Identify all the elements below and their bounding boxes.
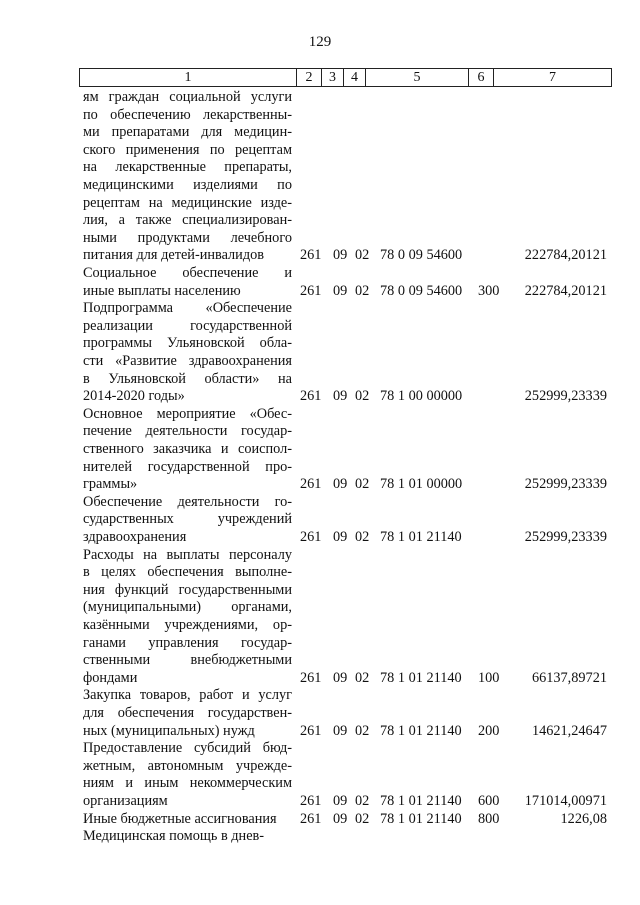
col-2-value: 261 <box>300 282 322 299</box>
description-line: Подпрограмма «Обеспечение <box>83 300 292 317</box>
description-line: на лекарственные препараты, <box>83 159 292 176</box>
col-2-value: 261 <box>300 388 322 405</box>
description-line: Медицинская помощь в днев- <box>83 828 265 845</box>
table-row <box>0 300 640 406</box>
table-row <box>0 494 640 547</box>
col-3-value: 09 <box>333 388 348 405</box>
col-7-value: 252999,23339 <box>524 528 607 545</box>
col-4-value: 02 <box>355 528 370 545</box>
col-2-value: 261 <box>300 528 322 545</box>
description-line: 2014-2020 годы» <box>83 388 185 405</box>
col-3-value: 09 <box>333 722 348 739</box>
description-line: здравоохранения <box>83 528 187 545</box>
col-5-value: 78 1 01 21140 <box>380 669 462 686</box>
col-5-value: 78 1 01 21140 <box>380 722 462 739</box>
description-line: Закупка товаров, работ и услуг <box>83 687 292 704</box>
col-5-value: 78 0 09 54600 <box>380 247 463 264</box>
description-line: питания для детей-инвалидов <box>83 247 265 264</box>
table-row <box>0 811 640 829</box>
description-line: граммы» <box>83 476 138 493</box>
col-4-value: 02 <box>355 792 370 809</box>
row-description <box>83 265 292 300</box>
table-row <box>0 828 640 846</box>
description-line: фондами <box>83 669 138 686</box>
description-line: (муниципальными) органами, <box>83 599 292 616</box>
col-4-value: 02 <box>355 388 370 405</box>
description-line: печение деятельности государ- <box>83 423 292 440</box>
col-6-value: 800 <box>478 810 500 827</box>
col-4-value: 02 <box>355 722 370 739</box>
row-description <box>83 828 292 846</box>
col-3-value: 09 <box>333 476 348 493</box>
header-col-5: 5 <box>366 69 469 86</box>
header-col-6: 6 <box>469 69 494 86</box>
col-7-value: 222784,20121 <box>524 282 607 299</box>
description-line: для обеспечения государствен- <box>83 704 292 721</box>
description-line: казёнными учреждениями, ор- <box>83 616 292 633</box>
row-description <box>83 547 292 688</box>
col-2-value: 261 <box>300 476 322 493</box>
table-row <box>0 406 640 494</box>
description-line: ственного заказчика и соиспол- <box>83 440 292 457</box>
col-4-value: 02 <box>355 810 370 827</box>
description-line: в целях обеспечения выполне- <box>83 564 292 581</box>
description-line: ственными внебюджетными <box>83 652 292 669</box>
description-line: жетным, автономным учрежде- <box>83 757 292 774</box>
description-line: ми препаратами для медицин- <box>83 124 292 141</box>
header-col-3: 3 <box>322 69 344 86</box>
col-2-value: 261 <box>300 810 322 827</box>
col-7-value: 66137,89721 <box>531 669 607 686</box>
col-4-value: 02 <box>355 247 370 264</box>
row-description <box>83 406 292 494</box>
description-line: ского применения по рецептам <box>83 141 292 158</box>
description-line: сударственных учреждений <box>83 511 292 528</box>
col-5-value: 78 1 01 21140 <box>380 810 462 827</box>
description-line: ям граждан социальной услуги <box>83 89 292 105</box>
row-description <box>83 89 292 265</box>
col-7-value: 252999,23339 <box>524 388 607 405</box>
col-5-value: 78 1 01 21140 <box>380 792 462 809</box>
description-line: Расходы на выплаты персоналу <box>83 546 292 563</box>
col-6-value: 100 <box>478 669 500 686</box>
description-line: ниям и иным некоммерческим <box>83 775 292 792</box>
row-description <box>83 300 292 406</box>
col-4-value: 02 <box>355 669 370 686</box>
description-line: Иные бюджетные ассигнования <box>83 810 277 827</box>
col-2-value: 261 <box>300 669 322 686</box>
table-row <box>0 687 640 740</box>
col-3-value: 09 <box>333 792 348 809</box>
table-row <box>0 89 640 265</box>
description-line: по обеспечению лекарственны- <box>83 106 292 123</box>
header-col-2: 2 <box>297 69 322 86</box>
col-6-value: 300 <box>478 282 500 299</box>
col-3-value: 09 <box>333 282 348 299</box>
col-5-value: 78 1 01 21140 <box>380 528 462 545</box>
header-col-1: 1 <box>80 69 297 86</box>
col-7-value: 171014,00971 <box>524 792 607 809</box>
table-row <box>0 547 640 688</box>
description-line: Предоставление субсидий бюд- <box>83 740 292 757</box>
col-7-value: 1226,08 <box>560 810 607 827</box>
table-header <box>79 68 612 87</box>
description-line: в Ульяновской области» на <box>83 370 292 387</box>
description-line: ных (муниципальных) нужд <box>83 722 255 739</box>
description-line: ния функций государственными <box>83 581 292 598</box>
col-7-value: 252999,23339 <box>524 476 607 493</box>
page-number: 129 <box>308 34 332 50</box>
description-line: иные выплаты населению <box>83 282 241 299</box>
col-2-value: 261 <box>300 792 322 809</box>
header-col-4: 4 <box>344 69 366 86</box>
description-line: нителей государственной про- <box>83 458 292 475</box>
description-line: медицинскими изделиями по <box>83 176 292 193</box>
col-3-value: 09 <box>333 528 348 545</box>
col-5-value: 78 1 00 00000 <box>380 388 463 405</box>
col-3-value: 09 <box>333 247 348 264</box>
col-3-value: 09 <box>333 669 348 686</box>
header-col-7: 7 <box>549 70 556 85</box>
row-description <box>83 811 292 829</box>
col-4-value: 02 <box>355 476 370 493</box>
col-7-value: 222784,20121 <box>524 247 607 264</box>
description-line: рецептам на медицинские изде- <box>83 194 292 211</box>
table-row <box>0 740 640 810</box>
col-7-value: 14621,24647 <box>531 722 607 739</box>
description-line: реализации государственной <box>83 317 292 334</box>
col-6-value: 600 <box>478 792 500 809</box>
table-row <box>0 265 640 300</box>
description-line: ными продуктами лечебного <box>83 229 292 246</box>
col-3-value: 09 <box>333 810 348 827</box>
row-description <box>83 740 292 810</box>
col-5-value: 78 0 09 54600 <box>380 282 463 299</box>
row-description <box>83 687 292 740</box>
col-5-value: 78 1 01 00000 <box>380 476 463 493</box>
description-line: Обеспечение деятельности го- <box>83 493 292 510</box>
row-description <box>83 494 292 547</box>
description-line: лия, а также специализирован- <box>83 212 292 229</box>
description-line: сти «Развитие здравоохранения <box>83 352 292 369</box>
description-line: Социальное обеспечение и <box>83 265 292 281</box>
description-line: ганами управления государ- <box>83 634 292 651</box>
col-6-value: 200 <box>478 722 500 739</box>
col-2-value: 261 <box>300 722 322 739</box>
col-4-value: 02 <box>355 282 370 299</box>
description-line: программы Ульяновской обла- <box>83 335 292 352</box>
description-line: организациям <box>83 792 168 809</box>
col-2-value: 261 <box>300 247 322 264</box>
description-line: Основное мероприятие «Обес- <box>83 405 292 422</box>
